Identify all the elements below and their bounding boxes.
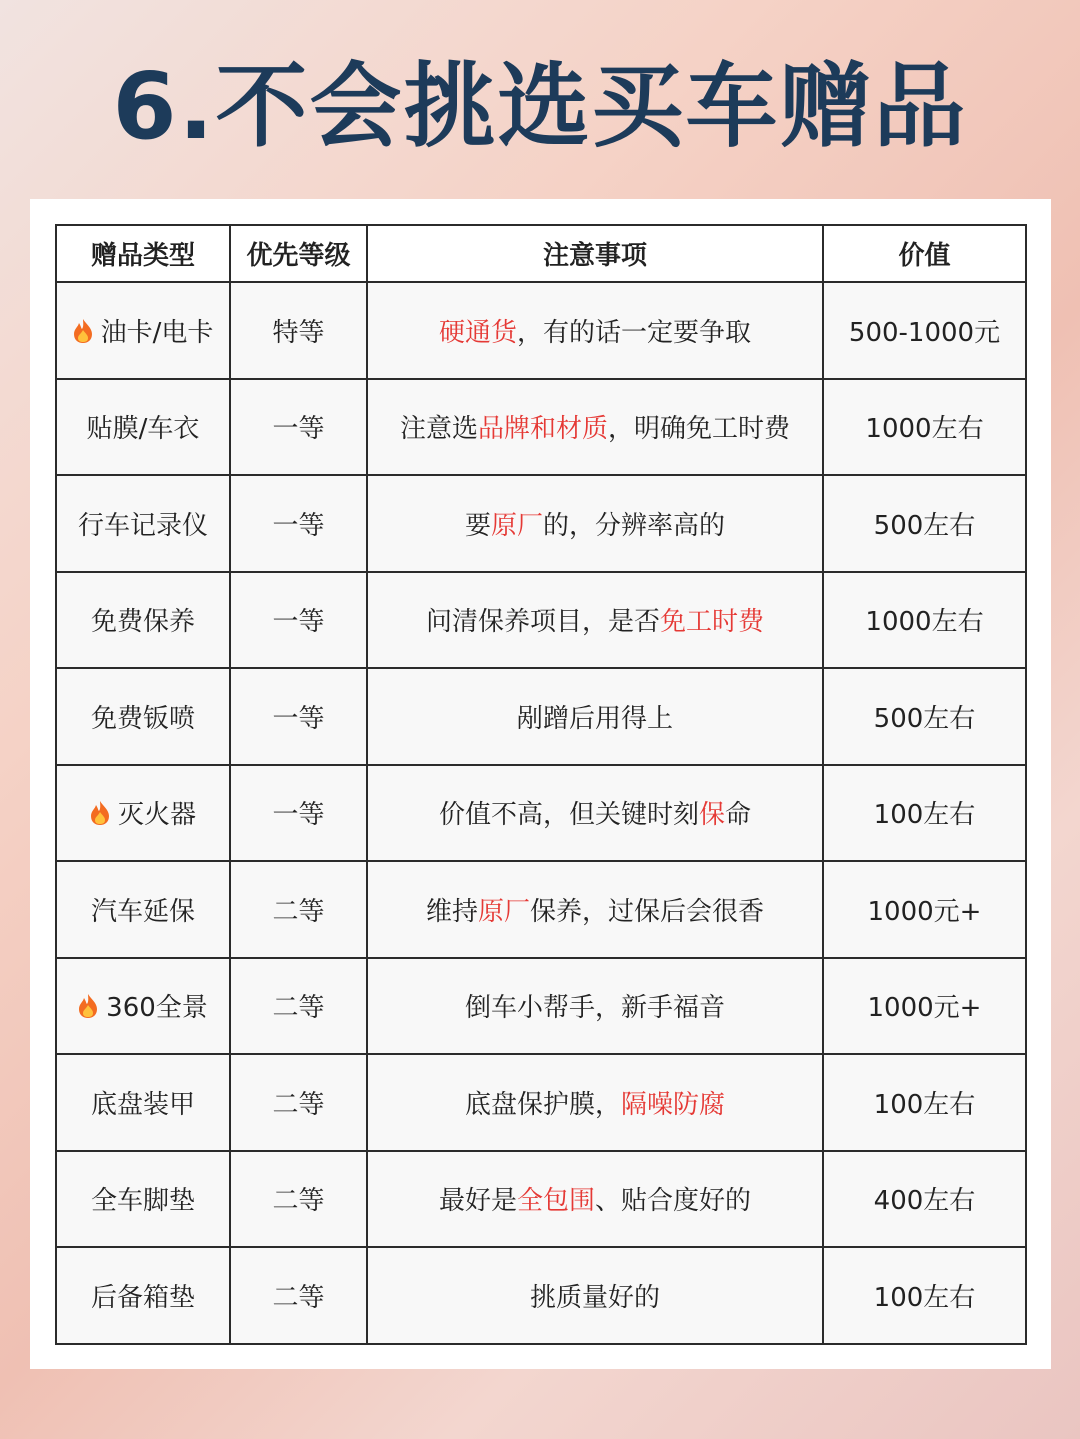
note-text: 底盘保护膜， xyxy=(464,1089,621,1120)
cell-priority: 一等 xyxy=(230,475,367,572)
table-row xyxy=(56,1247,1026,1344)
cell-gift-type xyxy=(56,1054,230,1151)
cell-value: 100左右 xyxy=(823,1054,1026,1151)
note-text: 价值不高，但关键时刻 xyxy=(438,800,699,831)
cell-gift-type xyxy=(56,668,230,765)
gift-type-label: 汽车延保 xyxy=(90,896,195,927)
table-body xyxy=(56,282,1026,1344)
note-text: 保养，过保后会很香 xyxy=(530,896,765,927)
cell-value: 500-1000元 xyxy=(823,282,1026,379)
note-text: 问清保养项目，是否 xyxy=(425,607,660,638)
cell-notes xyxy=(367,1054,823,1151)
gift-type-label: 油卡/电卡 xyxy=(100,317,214,348)
note-highlight: 原厂 xyxy=(490,510,543,541)
cell-notes xyxy=(367,765,823,862)
cell-notes xyxy=(367,861,823,958)
cell-gift-type xyxy=(56,861,230,958)
note-text: ，明确免工时费 xyxy=(608,414,791,445)
note-highlight: 品牌和材质 xyxy=(477,414,608,445)
cell-gift-type xyxy=(56,475,230,572)
note-text: 要 xyxy=(464,510,491,541)
gift-type-label: 贴膜/车衣 xyxy=(86,414,200,445)
cell-value: 100左右 xyxy=(823,765,1026,862)
table-row xyxy=(56,1151,1026,1248)
gift-type-label: 行车记录仪 xyxy=(77,510,208,541)
fire-icon xyxy=(90,800,110,826)
gift-type-label: 免费保养 xyxy=(90,607,195,638)
cell-value: 400左右 xyxy=(823,1151,1026,1248)
cell-notes xyxy=(367,1151,823,1248)
table-row xyxy=(56,475,1026,572)
table-card xyxy=(30,199,1051,1369)
cell-gift-type xyxy=(56,379,230,476)
cell-value: 100左右 xyxy=(823,1247,1026,1344)
cell-value: 500左右 xyxy=(823,668,1026,765)
cell-notes xyxy=(367,379,823,476)
cell-value: 1000左右 xyxy=(823,379,1026,476)
note-text: 命 xyxy=(725,800,752,831)
table-row xyxy=(56,668,1026,765)
cell-notes xyxy=(367,475,823,572)
note-text: 维持 xyxy=(425,896,478,927)
cell-notes xyxy=(367,958,823,1055)
gift-type-label: 免费钣喷 xyxy=(90,703,195,734)
table-row xyxy=(56,572,1026,669)
cell-notes xyxy=(367,572,823,669)
gift-type-label: 灭火器 xyxy=(117,800,196,831)
fire-icon xyxy=(73,318,93,344)
cell-gift-type xyxy=(56,282,230,379)
header-value: 价值 xyxy=(823,225,1026,282)
cell-value: 1000元+ xyxy=(823,861,1026,958)
note-highlight: 原厂 xyxy=(477,896,530,927)
cell-value: 1000左右 xyxy=(823,572,1026,669)
cell-priority: 特等 xyxy=(230,282,367,379)
table-row xyxy=(56,1054,1026,1151)
gift-table-wrapper xyxy=(55,224,1025,1345)
note-highlight: 隔噪防腐 xyxy=(621,1089,726,1120)
cell-priority: 二等 xyxy=(230,1054,367,1151)
cell-priority: 二等 xyxy=(230,1247,367,1344)
cell-value: 1000元+ xyxy=(823,958,1026,1055)
table-row xyxy=(56,861,1026,958)
note-text: 的，分辨率高的 xyxy=(543,510,726,541)
cell-notes xyxy=(367,668,823,765)
header-notes: 注意事项 xyxy=(367,225,823,282)
note-highlight: 全包围 xyxy=(516,1186,595,1217)
cell-priority: 一等 xyxy=(230,379,367,476)
cell-gift-type xyxy=(56,1151,230,1248)
note-highlight: 免工时费 xyxy=(660,607,765,638)
cell-priority: 二等 xyxy=(230,861,367,958)
note-highlight: 硬通货 xyxy=(438,317,517,348)
cell-priority: 一等 xyxy=(230,765,367,862)
gift-type-label: 底盘装甲 xyxy=(90,1089,195,1120)
gift-type-label: 全车脚垫 xyxy=(90,1186,195,1217)
note-highlight: 保 xyxy=(698,800,725,831)
cell-priority: 一等 xyxy=(230,668,367,765)
cell-priority: 一等 xyxy=(230,572,367,669)
table-row xyxy=(56,958,1026,1055)
cell-gift-type xyxy=(56,572,230,669)
note-text: 最好是 xyxy=(438,1186,517,1217)
note-text: 挑质量好的 xyxy=(529,1282,660,1313)
table-header-row xyxy=(56,225,1026,282)
table-row xyxy=(56,282,1026,379)
cell-gift-type xyxy=(56,765,230,862)
page-title: 6.不会挑选买车赠品 xyxy=(112,53,968,160)
cell-gift-type xyxy=(56,1247,230,1344)
gift-type-label: 后备箱垫 xyxy=(90,1282,195,1313)
header-gift-type: 赠品类型 xyxy=(56,225,230,282)
note-text: ，有的话一定要争取 xyxy=(517,317,752,348)
cell-priority: 二等 xyxy=(230,958,367,1055)
gift-type-label: 360全景 xyxy=(106,993,208,1024)
table-row xyxy=(56,765,1026,862)
table-row xyxy=(56,379,1026,476)
note-text: 注意选 xyxy=(399,414,478,445)
cell-gift-type xyxy=(56,958,230,1055)
cell-priority: 二等 xyxy=(230,1151,367,1248)
cell-value: 500左右 xyxy=(823,475,1026,572)
note-text: 剐蹭后用得上 xyxy=(516,703,673,734)
fire-icon xyxy=(78,993,98,1019)
cell-notes xyxy=(367,282,823,379)
cell-notes xyxy=(367,1247,823,1344)
gift-table xyxy=(55,224,1027,1345)
note-text: 、贴合度好的 xyxy=(595,1186,752,1217)
note-text: 倒车小帮手，新手福音 xyxy=(464,993,725,1024)
header-priority: 优先等级 xyxy=(230,225,367,282)
